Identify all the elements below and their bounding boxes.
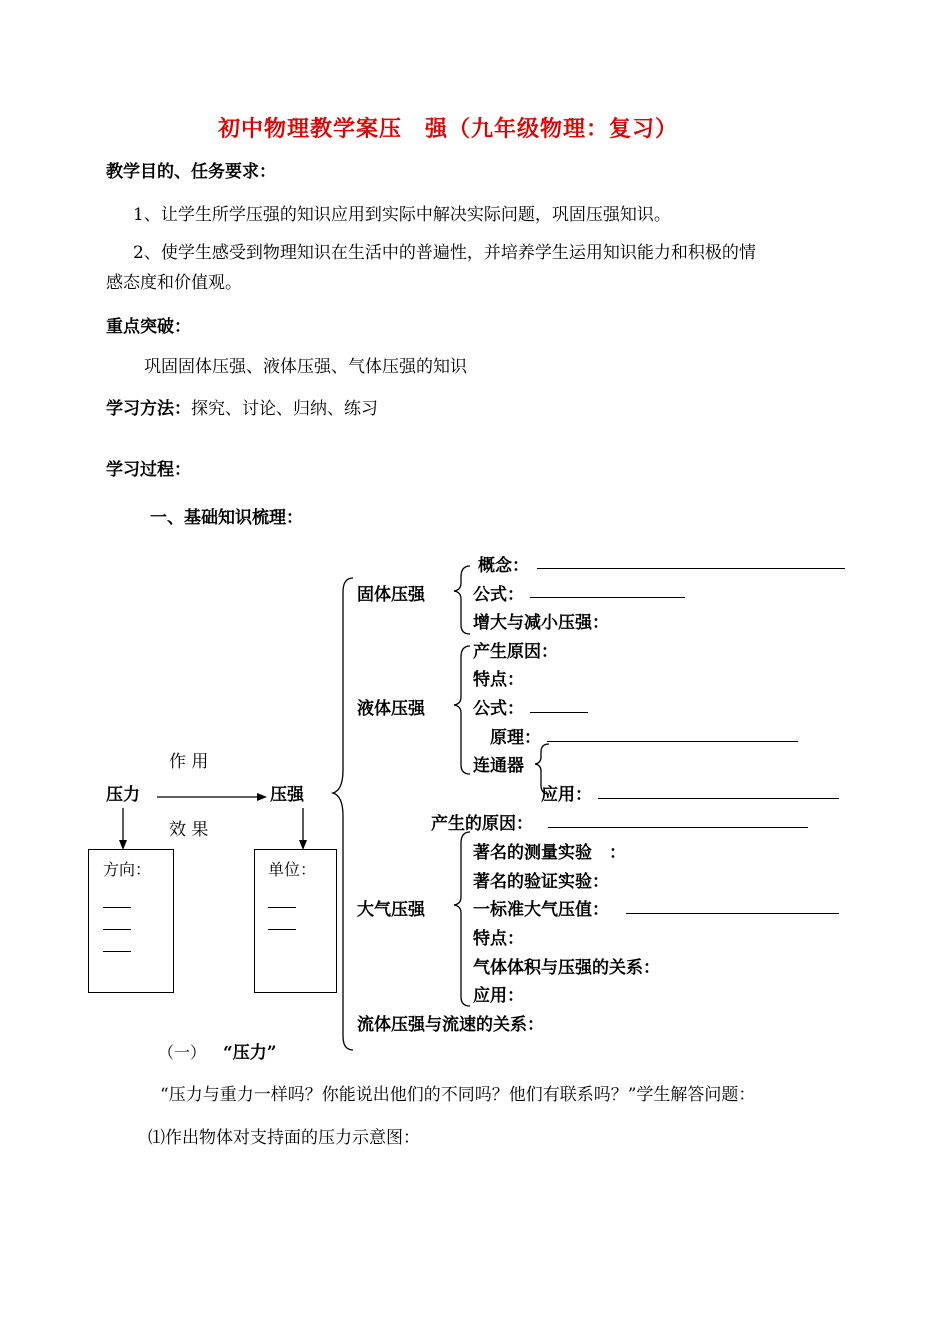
direction-blank-3 (103, 951, 131, 952)
gas-cause: 产生的原因： (431, 814, 533, 834)
liquid-pressure-label: 液体压强 (357, 699, 425, 719)
solid-change: 增大与减小压强： (473, 613, 609, 633)
objective-item-1: 1、让学生所学压强的知识应用到实际中解决实际问题，巩固压强知识。 (133, 205, 671, 225)
question-text: “压力与重力一样吗？你能说出他们的不同吗？他们有联系吗？”学生解答问题： (160, 1085, 756, 1105)
subsection-number: （一） (158, 1043, 207, 1062)
gas-feature: 特点： (473, 929, 524, 949)
task-1: ⑴作出物体对支持面的压力示意图： (148, 1128, 420, 1148)
methods-text: 探究、讨论、归纳、练习 (191, 399, 378, 419)
solid-concept: 概念： (478, 556, 529, 576)
direction-label: 方向： (103, 860, 152, 879)
liquid-cause: 产生原因： (473, 642, 558, 662)
arrow-top-label: 作 用 (169, 752, 209, 772)
gas-verify-exp: 著名的验证实验： (473, 872, 609, 892)
direction-blank-2 (103, 929, 131, 930)
arrow-bottom-label: 效 果 (169, 820, 209, 840)
objective-item-2-line1: 2、使学生感受到物理知识在生活中的普遍性，并培养学生运用知识能力和积极的情 (133, 243, 756, 263)
liquid-connector: 连通器 (473, 756, 524, 776)
gas-standard: 一标准大气压值： (473, 900, 609, 920)
force-label: 压力 (106, 785, 140, 805)
gas-measure-exp: 著名的测量实验 ： (473, 843, 626, 863)
direction-blank-1 (103, 907, 131, 908)
gas-cause-blank (548, 827, 808, 828)
key-points-text: 巩固固体压强、液体压强、气体压强的知识 (144, 357, 467, 377)
solid-pressure-label: 固体压强 (357, 585, 425, 605)
objective-item-2-line2: 感态度和价值观。 (106, 273, 242, 293)
liquid-formula-blank (530, 712, 588, 713)
methods-heading: 学习方法： (106, 399, 191, 419)
gas-pressure-label: 大气压强 (357, 900, 425, 920)
gas-volume-relation: 气体体积与压强的关系： (473, 958, 660, 978)
solid-formula-blank (530, 597, 685, 598)
solid-formula: 公式： (473, 585, 524, 605)
subsection-title: “压力” (223, 1043, 277, 1063)
liquid-formula: 公式： (473, 699, 524, 719)
page-title: 初中物理教学案压 强（九年级物理：复习） (218, 116, 679, 142)
gas-application: 应用： (473, 986, 524, 1006)
objectives-heading: 教学目的、任务要求： (106, 162, 276, 182)
solid-concept-blank (537, 568, 845, 569)
pressure-label: 压强 (270, 785, 304, 805)
gas-standard-blank (626, 913, 839, 914)
liquid-feature: 特点： (473, 670, 524, 690)
unit-blank-1 (268, 907, 296, 908)
unit-blank-2 (268, 929, 296, 930)
process-heading: 学习过程： (106, 460, 191, 480)
liquid-principle: 原理： (490, 728, 541, 748)
key-points-heading: 重点突破： (106, 317, 191, 337)
liquid-application-blank (598, 798, 839, 799)
section1-heading: 一、基础知识梳理： (150, 508, 303, 528)
fluid-relation: 流体压强与流速的关系： (357, 1015, 544, 1035)
unit-label: 单位： (268, 860, 317, 879)
liquid-application: 应用： (541, 785, 592, 805)
liquid-principle-blank (547, 741, 798, 742)
